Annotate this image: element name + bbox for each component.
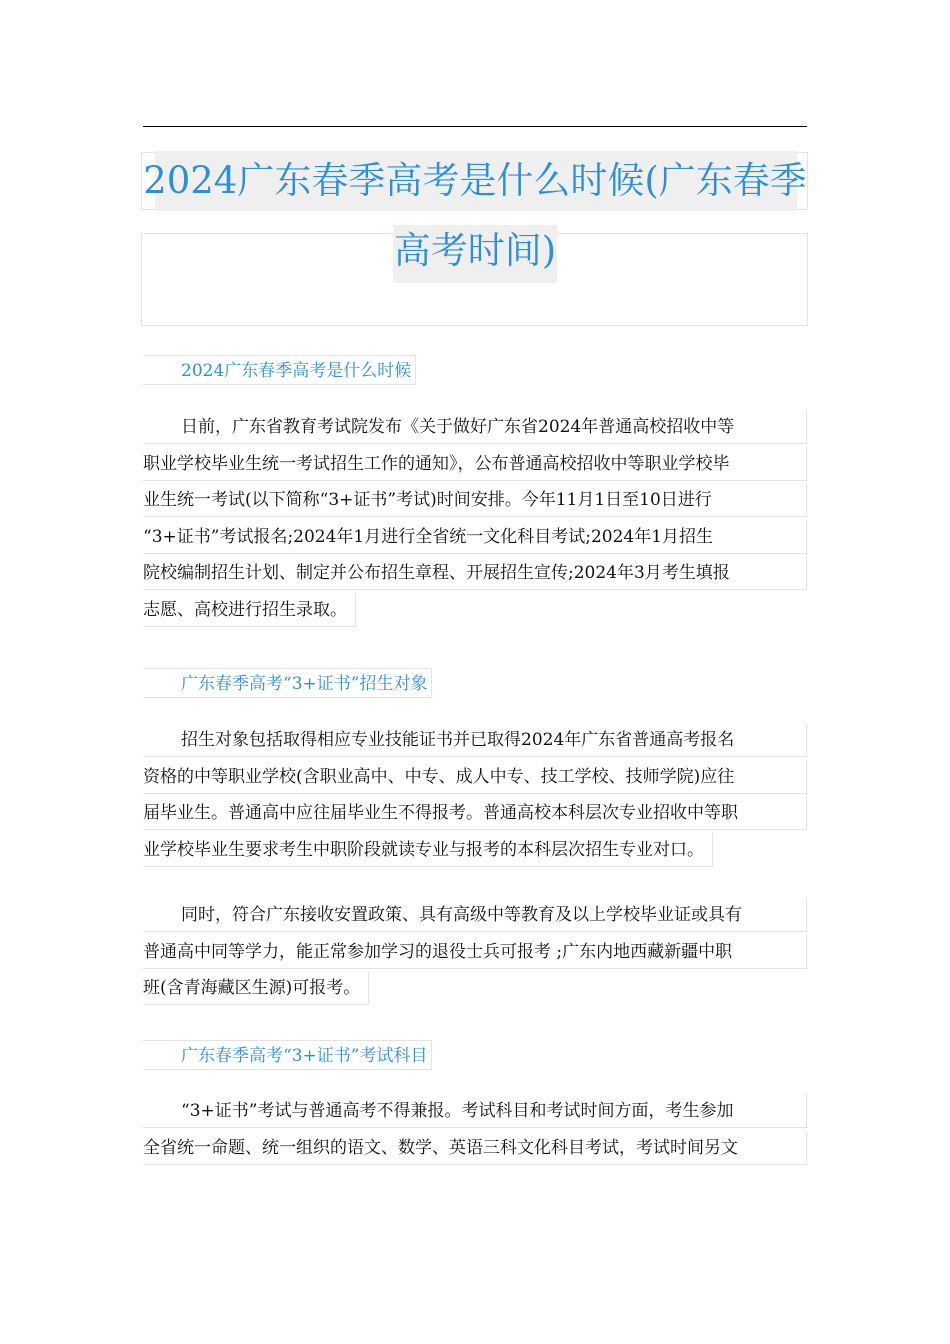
paragraph-line: “3+证书”考试报名;2024年1月进行全省统一文化科目考试;2024年1月招生 bbox=[143, 520, 807, 554]
paragraph-exam-subjects bbox=[143, 1094, 807, 1167]
paragraph-line: 普通高中同等学力，能正常参加学习的退役士兵可报考 ;广东内地西藏新疆中职 bbox=[143, 935, 807, 969]
paragraph-line: 同时，符合广东接收安置政策、具有高级中等教育及以上学校毕业证或具有 bbox=[143, 898, 807, 932]
paragraph-line: 业学校毕业生要求考生中职阶段就读专业与报考的本科层次招生专业对口。 bbox=[143, 833, 713, 867]
section-heading-exam-subjects: 广东春季高考“3+证书”考试科目 bbox=[143, 1040, 432, 1070]
paragraph-line: 届毕业生。普通高中应往届毕业生不得报考。普通高校本科层次专业招收中等职 bbox=[143, 796, 807, 830]
section-heading-exam-time: 2024广东春季高考是什么时候 bbox=[143, 355, 416, 385]
paragraph-exam-schedule bbox=[143, 410, 807, 643]
page-title bbox=[143, 146, 807, 286]
paragraph-line: 业生统一考试(以下简称“3+证书”考试)时间安排。今年11月1日至10日进行 bbox=[143, 483, 807, 517]
paragraph-line: “3+证书”考试与普通高考不得兼报。考试科目和考试时间方面，考生参加 bbox=[143, 1094, 807, 1128]
page-title-line-2: 高考时间) bbox=[393, 229, 557, 272]
page-title-line-1: 2024广东春季高考是什么时候(广东春季 bbox=[143, 159, 807, 202]
section-heading-eligibility: 广东春季高考“3+证书”招生对象 bbox=[143, 668, 432, 698]
paragraph-line: 资格的中等职业学校(含职业高中、中专、成人中专、技工学校、技师学院)应往 bbox=[143, 760, 807, 794]
paragraph-veterans bbox=[143, 898, 807, 1021]
paragraph-line: 班(含青海藏区生源)可报考。 bbox=[143, 971, 369, 1005]
paragraph-line: 院校编制招生计划、制定并公布招生章程、开展招生宣传;2024年3月考生填报 bbox=[143, 556, 807, 590]
paragraph-line: 志愿、高校进行招生录取。 bbox=[143, 593, 356, 627]
paragraph-line: 全省统一命题、统一组织的语文、数学、英语三科文化科目考试，考试时间另文 bbox=[143, 1131, 807, 1165]
paragraph-eligibility bbox=[143, 723, 807, 883]
top-rule bbox=[143, 126, 807, 127]
paragraph-line: 职业学校毕业生统一考试招生工作的通知》，公布普通高校招收中等职业学校毕 bbox=[143, 447, 807, 481]
paragraph-line: 日前，广东省教育考试院发布《关于做好广东省2024年普通高校招收中等 bbox=[143, 410, 807, 444]
paragraph-line: 招生对象包括取得相应专业技能证书并已取得2024年广东省普通高考报名 bbox=[143, 723, 807, 757]
